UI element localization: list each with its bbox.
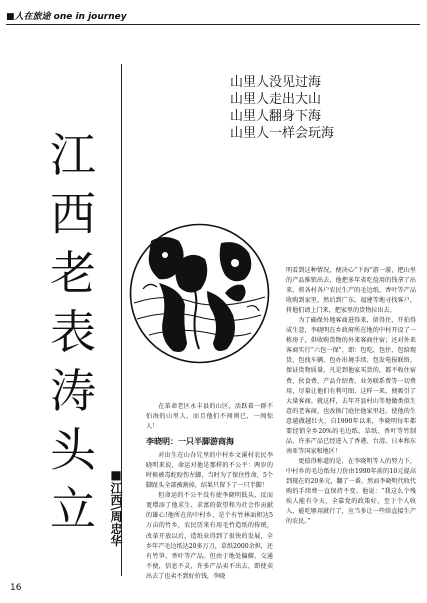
poem-line: 山里人一样会玩海 <box>230 126 335 141</box>
title-char: 头 <box>50 423 96 477</box>
title-char: 表 <box>50 305 96 359</box>
title-char: 涛 <box>50 364 96 418</box>
body-paragraph: 对出生在山旮旯里的中村乡文溪村农民李晓明来说，命运对他是那样的不公平：两岁的时候被毒蛇咬伤左脚，当时为了保住性命，5个脚趾头全部被割掉，结果只留下了一只半脚！ <box>146 452 273 490</box>
poem-line: 山里人翻身下海 <box>230 109 322 124</box>
body-paragraph: 更值得称道的是，在李晓明等人的努力下，中村乡的毛边纸每刀价由1990年前的10元提高到现在的20多元，翻了一番，然而李晓明代收代购的手续费一直保持不变。他说：“我这么个残疾人能有今天，全靠党的政策好，至于个人收入，能吃够用就行了，应当多让一些给直接生产的农民。” <box>286 457 416 526</box>
body-paragraph: 为了确保外地客商进得来，留得住，开拍得成生意，李晓明在乡政府所在地的中村开设了一栋房子，供收购货物的外来客商住宿；还对外来客商实行“六包一保”，即：包吃、包住、包给现货、包找车辆、包办出境手续、包发电报联络，保证货物质量。凡是到他家买货的，都不收住宿费、伙食费、产品介绍费、业务联系费等一切费用，尽量让他们有利可图，这样一来，便吸引了大量客商。就这样，去年开县村山等地做类似生意的老客商，也改换门庭住他家里赶。使他的生意越做越红火，自1990年以来，李晓明每年都要经销全乡20%的毛边纸、草纸、香叶等竹制品，许多产品已经进入了香港、台湾、日本和东南亚等国家和地区！ <box>286 317 416 455</box>
subheading: 李晓明：一只半脚游商海 <box>146 437 234 447</box>
title-char: 江 <box>50 128 96 182</box>
circular-ink-illustration <box>129 223 270 364</box>
intro-paragraph: 在革命老区永丰县的山区，活跃着一群不怕海的山里人，而且他们不闯则已，一闯惊人！ <box>146 403 273 431</box>
body-paragraph: 但命运的不公平没有使李晓明低头，反而更增添了他求生、求富的欲望和为社会作贡献的雄心!他所在的中村乡，是个有竹林面积达5万亩的竹乡，农民历来有用毛竹造纸的传统，改革开放以后，造纸业得到了很快的发展，全乡年产毛边纸达20多万刀，草纸2000余担，还有竹笋、香叶等产品。但由于地处偏僻，交通不便，信息不灵，许多产品卖不出去，即使卖出去了也卖不到好价钱，李晓 <box>146 492 273 580</box>
article-column-1 <box>146 402 273 582</box>
section-header: ■人在旅途 one in journey <box>6 12 127 22</box>
body-paragraph: 明看到这种情况，便决心“下海”游一游，把山里的产品推销出去，他把多年省吃俭用的钱拿了出来，将各村各户农民生产的毛边纸、香叶等产品收购到家里，然后到广东、福建等地寻找客户，将他们请上门来，把家里的货物拉出去。 <box>286 267 416 315</box>
poem-line: 山里人没见过海 <box>230 75 322 90</box>
header-rule <box>6 24 420 25</box>
title-char: 西 <box>50 187 96 241</box>
page-number: 16 <box>10 583 22 593</box>
poem-line: 山里人走出大山 <box>230 92 322 107</box>
poem-block <box>230 74 334 142</box>
author-byline: ■江西\周忠华 <box>109 468 123 547</box>
title-char: 老 <box>50 246 96 300</box>
article-title <box>38 126 108 539</box>
title-char: 立 <box>50 482 96 536</box>
article-column-2 <box>286 266 416 527</box>
